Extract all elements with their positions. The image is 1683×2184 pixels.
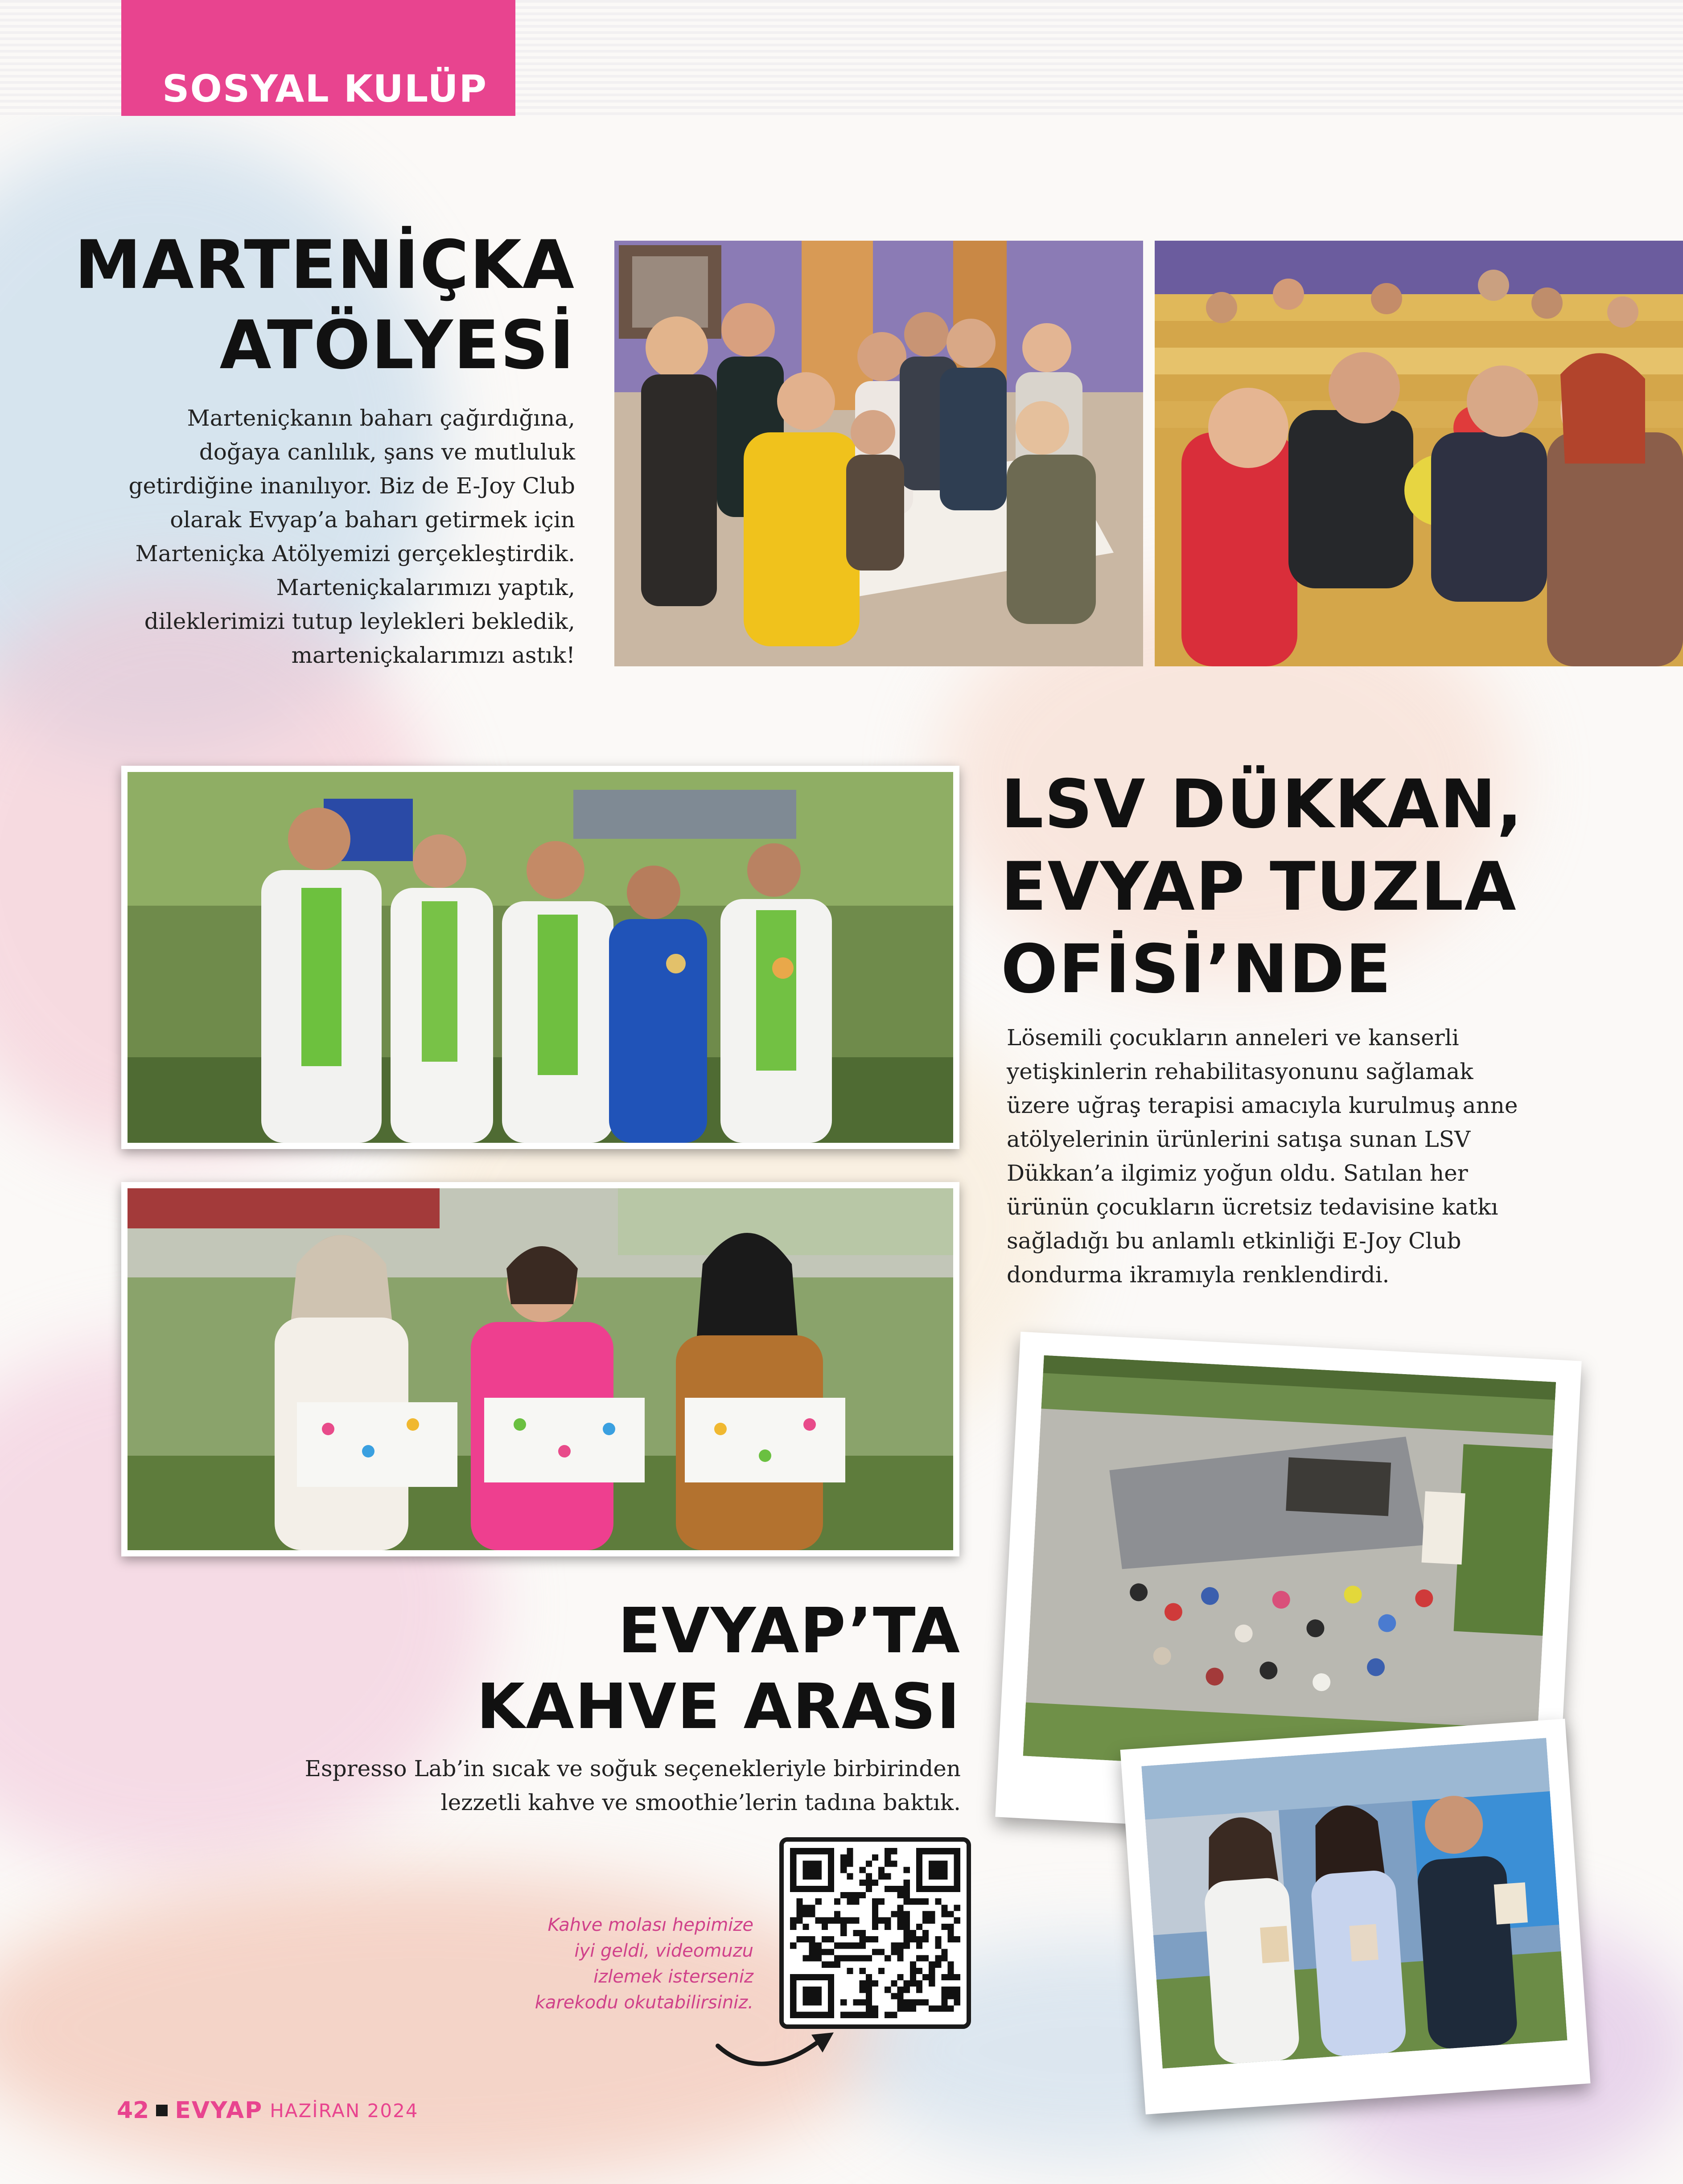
qr-caption [446,1912,753,2016]
section-tab-label: SOSYAL KULÜP [162,67,488,111]
body-line: Espresso Lab’in sıcak ve soğuk seçenekleriyle birbirinden [305,1756,961,1782]
body-line: Dükkan’a ilgimiz yoğun oldu. Satılan her [1007,1160,1468,1186]
qr-caption-line: Kahve molası hepimize [547,1915,753,1935]
body-line: yetişkinlerin rehabilitasyonunu sağlamak [1007,1059,1473,1084]
body-line: doğaya canlılık, şans ve mutluluk [199,439,575,465]
body-line: marteniçkalarımızı astık! [291,642,575,668]
kahve-title-line1: EVYAP’TA [618,1595,961,1667]
body-line: Marteniçka Atölyemizi gerçekleştirdik. [135,541,575,567]
qr-caption-line: iyi geldi, videomuzu [574,1941,753,1961]
lsv-body [1007,1021,1586,1292]
body-line: lezzetli kahve ve smoothie’lerin tadına baktık. [440,1790,961,1815]
body-line: Lösemili çocukların anneleri ve kanserli [1007,1025,1459,1051]
body-line: Marteniçkanın baharı çağırdığına, [187,405,575,431]
martenicka-workshop-photo-2 [1155,241,1683,666]
lsv-products-photo-2 [121,1182,959,1556]
body-line: dileklerimizi tutup leylekleri bekledik, [144,608,575,634]
square-bullet-icon [156,2105,168,2116]
section-tab [121,0,515,116]
qr-caption-line: izlemek isterseniz [593,1966,753,1987]
coffee-people-photo [1141,1738,1567,2069]
footer [117,2095,419,2126]
qr-caption-line: karekodu okutabilirsiniz. [535,1992,753,2013]
page-number: 42 [117,2097,149,2124]
kahve-title-line2: KAHVE ARASI [476,1671,961,1743]
coffee-people-polaroid [1120,1719,1591,2114]
martenicka-title-line2: ATÖLYESİ [219,307,575,384]
body-line: olarak Evyap’a baharı getirmek için [170,507,575,533]
kahve-body [267,1752,961,1819]
lsv-title-line1: LSV DÜKKAN, [1001,766,1523,843]
body-line: ürünün çocukların ücretsiz tedavisine katkı [1007,1194,1498,1220]
martenicka-workshop-photo-1 [614,241,1143,666]
body-line: dondurma ikramıyla renklendirdi. [1007,1262,1390,1288]
body-line: üzere uğraş terapisi amacıyla kurulmuş anne [1007,1092,1518,1118]
qr-code[interactable] [779,1837,971,2029]
body-line: getirdiğine inanılıyor. Biz de E-Joy Club [128,473,575,499]
lsv-title-line2: EVYAP TUZLA [1001,848,1517,926]
body-line: atölyelerinin ürünlerini satışa sunan LSV [1007,1126,1471,1152]
lsv-title-line3: OFİSİ’NDE [1001,931,1392,1008]
magazine-name: EVYAP [175,2097,263,2124]
martenicka-title-line1: MARTENİÇKA [74,226,575,304]
issue-date: HAZİRAN 2024 [270,2099,419,2122]
martenicka-body [89,401,575,672]
body-line: sağladığı bu anlamlı etkinliği E-Joy Club [1007,1228,1461,1254]
body-line: Marteniçkalarımızı yaptık, [276,575,575,600]
lsv-ice-cream-photo-1 [121,766,959,1149]
coffee-truck-photo [1023,1355,1556,1783]
